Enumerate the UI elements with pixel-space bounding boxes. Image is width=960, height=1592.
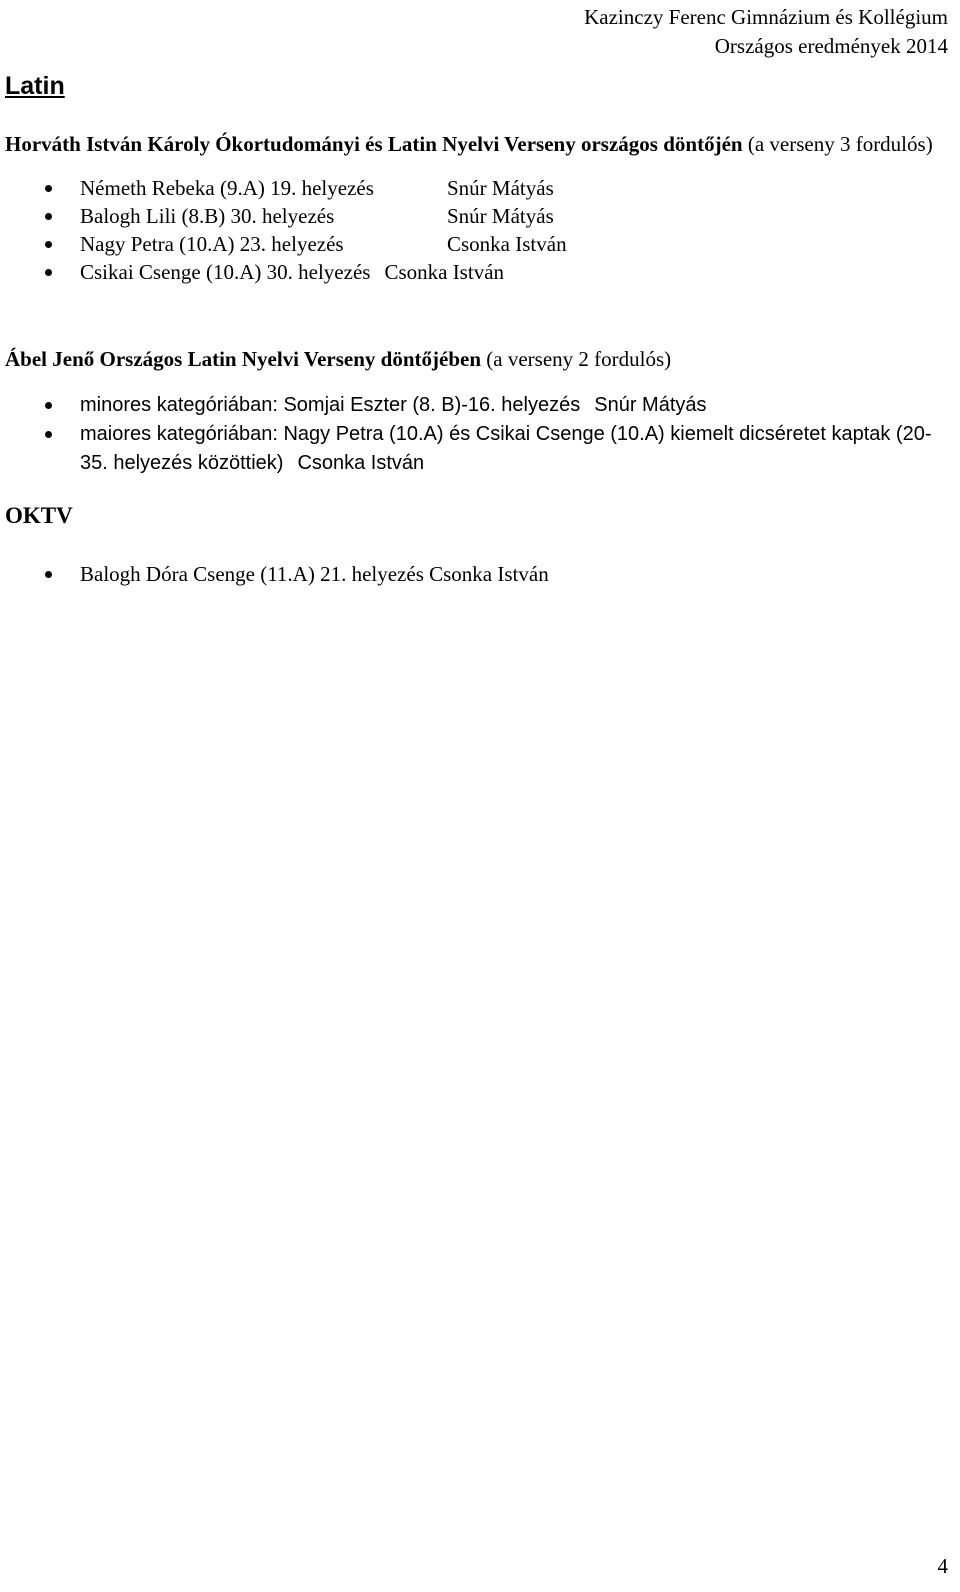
teacher-name: Csonka István — [384, 260, 505, 284]
result-text: minores kategóriában: Somjai Eszter (8. B)-16. helyezés — [80, 394, 581, 416]
bullet-icon — [45, 241, 52, 248]
student-result: Németh Rebeka (9.A) 19. helyezés — [80, 176, 374, 200]
teacher-name: Csonka István — [447, 232, 567, 256]
teacher-name: Snúr Mátyás — [447, 204, 554, 228]
list-item — [5, 258, 945, 286]
result-text: Balogh Dóra Csenge (11.A) 21. helyezés Csonka István — [80, 562, 549, 586]
page-number: 4 — [937, 1554, 948, 1578]
oktv-results — [5, 560, 945, 588]
section-title: Latin — [5, 72, 65, 100]
bullet-icon — [45, 402, 52, 409]
result-list — [5, 560, 945, 588]
document-header — [584, 3, 948, 61]
oktv-title: OKTV — [5, 503, 73, 528]
bullet-icon — [45, 269, 52, 276]
student-result: Balogh Lili (8.B) 30. helyezés — [80, 204, 335, 228]
list-item — [5, 230, 945, 258]
teacher-name: Csonka István — [297, 452, 425, 474]
competition-title-bold: Horváth István Károly Ókortudományi és Latin Nyelvi Verseny országos döntőjén — [5, 132, 743, 156]
list-item — [5, 202, 945, 230]
bullet-icon — [45, 185, 52, 192]
school-name: Kazinczy Ferenc Gimnázium és Kollégium — [584, 5, 948, 29]
result-list — [5, 174, 945, 286]
bullet-icon — [45, 213, 52, 220]
teacher-name: Snúr Mátyás — [447, 176, 554, 200]
teacher-name: Snúr Mátyás — [594, 394, 707, 416]
list-item — [5, 174, 945, 202]
list-item — [5, 391, 945, 420]
result-text: maiores kategóriában: Nagy Petra (10.A) és Csikai Csenge (10.A) kiemelt dicséretet kaptak (20-35. helyezés közöttiek) — [80, 423, 932, 474]
competition-title-note: (a verseny 3 fordulós) — [742, 132, 933, 156]
student-result: Csikai Csenge (10.A) 30. helyezés — [80, 260, 371, 284]
competition-title — [5, 130, 945, 158]
list-item — [5, 560, 945, 588]
result-list — [5, 391, 945, 478]
competition-title-bold: Ábel Jenő Országos Latin Nyelvi Verseny döntőjében — [5, 347, 482, 371]
list-item — [5, 420, 945, 478]
bullet-icon — [45, 571, 52, 578]
bullet-icon — [45, 431, 52, 438]
competition-title-note: (a verseny 2 fordulós) — [481, 347, 672, 371]
header-subtitle: Országos eredmények 2014 — [714, 34, 948, 58]
competition-horvath — [5, 130, 945, 286]
competition-abel — [5, 345, 945, 478]
student-result: Nagy Petra (10.A) 23. helyezés — [80, 232, 344, 256]
competition-title — [5, 345, 945, 373]
